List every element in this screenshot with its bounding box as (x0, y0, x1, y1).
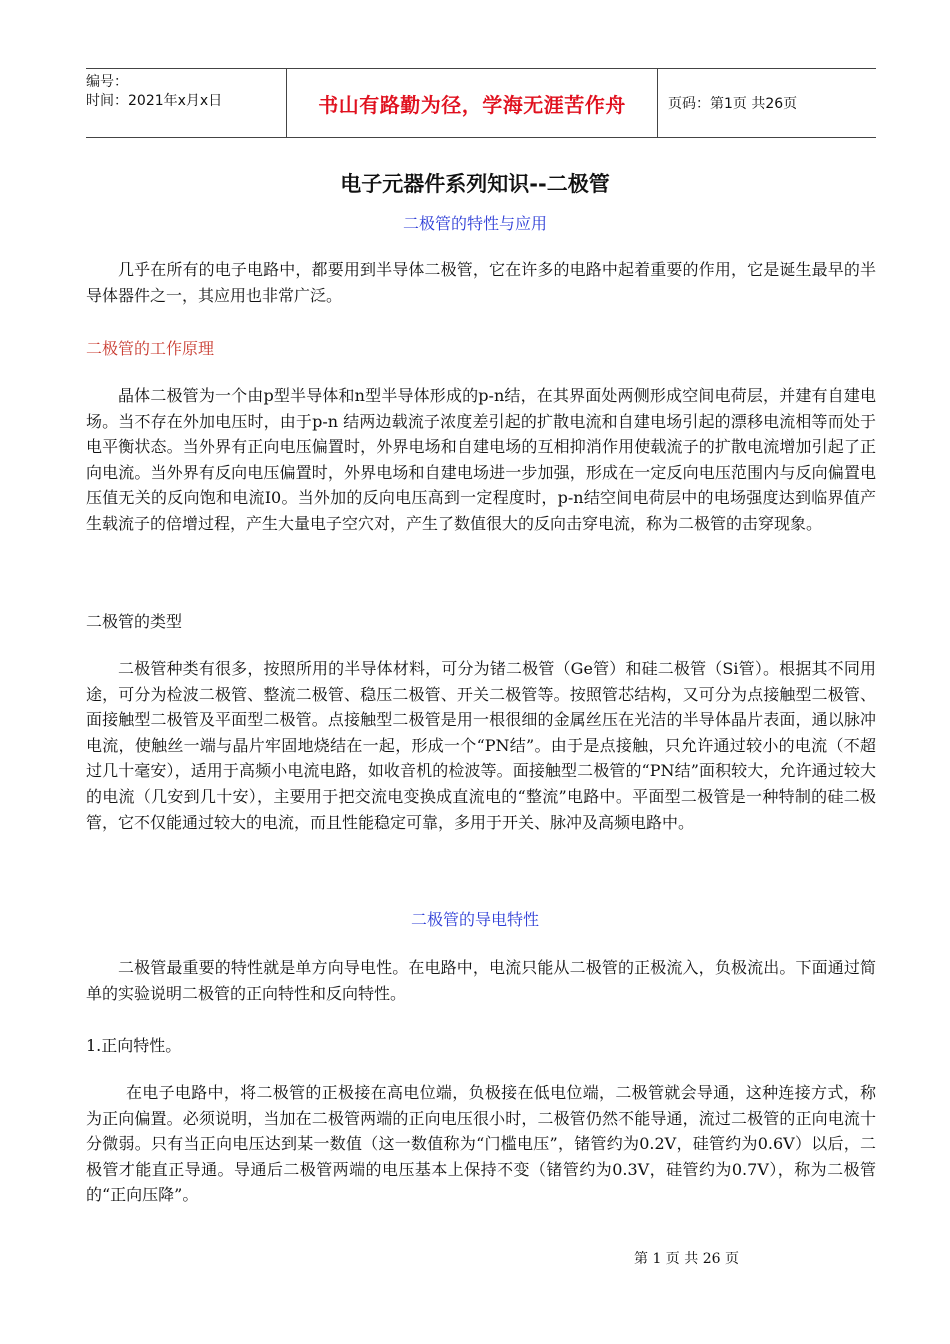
subtitle-characteristics: 二极管的特性与应用 (402, 214, 547, 233)
types-paragraph: 二极管种类有很多，按照所用的半导体材料，可分为锗二极管（Ge管）和硅二极管（Si管）。根据其不同用途，可分为检波二极管、整流二极管、稳压二极管、开关二极管等。按照管芯结构，又可分为点接触型二极管、面接触型二极管及平面型二极管。点接触型二极管是用一根很细的金属丝压在光洁的半导体晶片表面，通以脉冲电流，使触丝一端与晶片牢固地烧结在一起，形成一个“PN结”。由于是点接触，只允许通过较小的电流（不超过几十毫安），适用于高频小电流电路，如收音机的检波等。面接触型二极管的“PN结”面积较大，允许通过较大的电流（几安到几十安），主要用于把交流电变换成直流电的“整流”电路中。平面型二极管是一种特制的硅二极管，它不仅能通过较大的电流，而且性能稳定可靠，多用于开关、脉冲及高频电路中。 (86, 659, 876, 832)
forward-paragraph: 在电子电路中，将二极管的正极接在高电位端，负极接在低电位端，二极管就会导通，这种连接方式，称为正向偏置。必须说明，当加在二极管两端的正向电压很小时，二极管仍然不能导通，流过二极管的正向电流十分微弱。只有当正向电压达到某一数值（这一数值称为“门槛电压”，锗管约为0.2V，硅管约为0.6V）以后，二极管才能直正导通。导通后二极管两端的电压基本上保持不变（锗管约为0.3V，硅管约为0.7V），称为二极管的“正向压降”。 (86, 1083, 876, 1205)
subtitle-conductivity: 二极管的导电特性 (410, 910, 539, 929)
header-motto-cell (286, 69, 658, 137)
document-title: 电子元器件系列知识--二极管 (340, 172, 610, 196)
principle-paragraph: 晶体二极管为一个由p型半导体和n型半导体形成的p-n结，在其界面处两侧形成空间电荷层，并建有自建电场。当不存在外加电压时，由于p-n 结两边载流子浓度差引起的扩散电流和自建电场引起的漂移电流相等而处于电平衡状态。当外界有正向电压偏置时，外界电场和自建电场的互相抑消作用使载流子的扩散电流增加引起了正向电流。当外界有反向电压偏置时，外界电场和自建电场进一步加强，形成在一定反向电压范围内与反向偏置电压值无关的反向饱和电流I0。当外加的反向电压高到一定程度时，p-n结空间电荷层中的电场强度达到临界值产生载流子的倍增过程，产生大量电子空穴对，产生了数值很大的反向击穿电流，称为二极管的击穿现象。 (86, 386, 876, 533)
heading-forward: 1.正向特性。 (86, 1036, 182, 1055)
header-meta (86, 69, 286, 137)
date-label: 时间：2021年x月x日 (86, 93, 223, 109)
number-label: 编号： (86, 74, 128, 90)
heading-types: 二极管的类型 (86, 612, 183, 631)
page-header-table (86, 68, 876, 138)
heading-principle: 二极管的工作原理 (86, 339, 215, 358)
header-motto: 书山有路勤为径，学海无涯苦作舟 (318, 92, 626, 117)
header-page-info: 页码：第1页 共26页 (668, 96, 798, 112)
page-footer: 第 1 页 共 26 页 (634, 1251, 739, 1267)
conductivity-paragraph: 二极管最重要的特性就是单方向导电性。在电路中，电流只能从二极管的正极流入，负极流出。下面通过简单的实验说明二极管的正向特性和反向特性。 (86, 958, 876, 1003)
intro-paragraph: 几乎在所有的电子电路中，都要用到半导体二极管，它在许多的电路中起着重要的作用，它是诞生最早的半导体器件之一，其应用也非常广泛。 (86, 260, 876, 305)
